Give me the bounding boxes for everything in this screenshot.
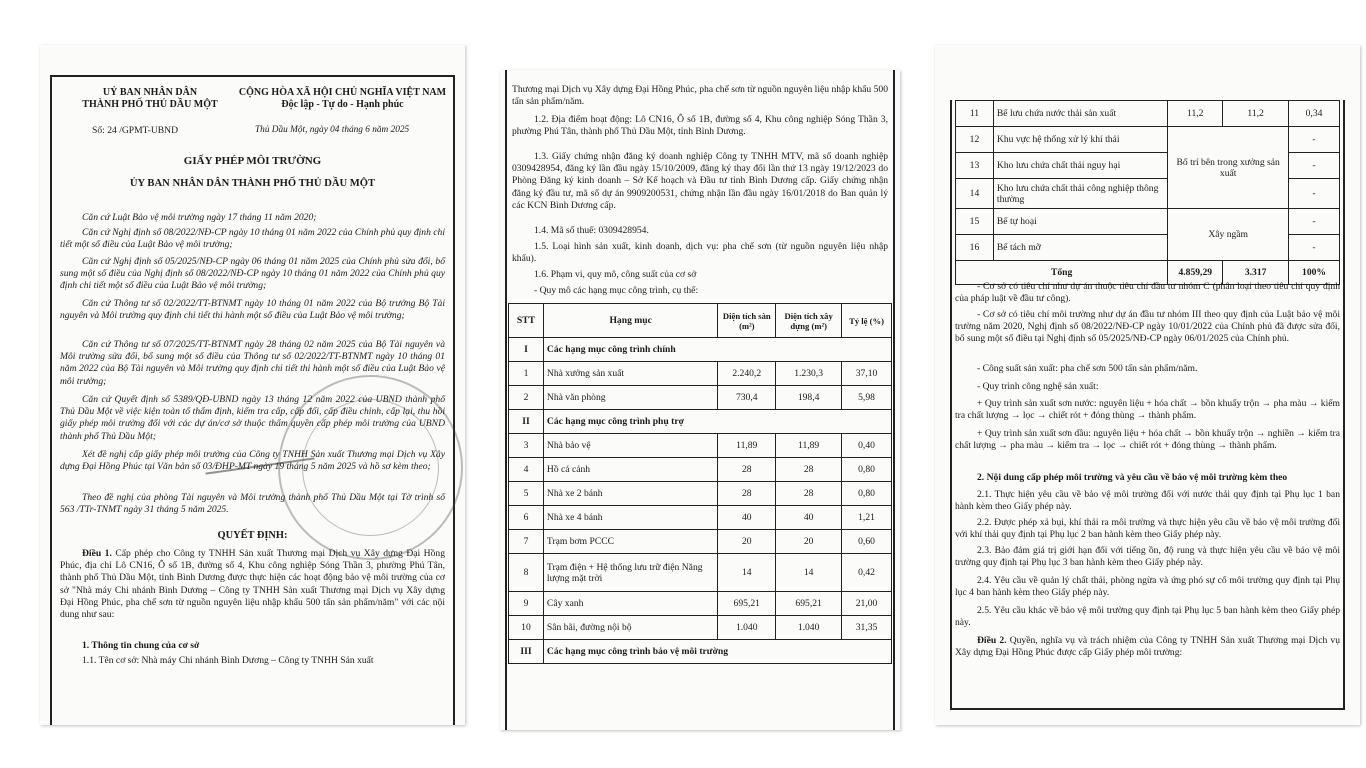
row-build-area: 20: [776, 530, 842, 554]
row-stt: 6: [509, 506, 544, 530]
row-ratio: -: [1289, 209, 1340, 235]
item-1-6: 1.6. Phạm vi, quy mô, công suất của cơ sở: [534, 269, 697, 280]
row-ratio: 37,10: [842, 362, 892, 386]
row-floor-area: 11,89: [718, 434, 776, 458]
section-title: Các hạng mục công trình chính: [543, 338, 891, 362]
section-2-heading: 2. Nội dung cấp phép môi trường và yêu cầu về bảo vệ môi trường kèm theo: [977, 472, 1288, 483]
row-ratio: 0,60: [842, 530, 892, 554]
table-row: [509, 530, 892, 554]
table-row: [956, 127, 1340, 153]
item-2-3: 2.3. Bảo đảm giá trị giới hạn đối với tiếng ồn, độ rung và thực hiện yêu cầu về bảo vệ môi trường quy định tại Phụ lục 3 ban hành kèm theo Giấy phép này.: [955, 545, 1340, 569]
row-stt: 2: [509, 386, 544, 410]
row-ratio: -: [1289, 235, 1340, 261]
row-ratio: 1,21: [842, 506, 892, 530]
row-stt: 1: [509, 362, 544, 386]
table-row: [509, 386, 892, 410]
item-1-5: 1.5. Loại hình sản xuất, kinh doanh, dịch vụ: pha chế sơn (từ nguồn nguyên liệu nhập khẩu).: [512, 241, 888, 265]
row-floor-area: 20: [718, 530, 776, 554]
legal-basis-2: Căn cứ Nghị định số 08/2022/NĐ-CP ngày 10 tháng 01 năm 2022 của Chính phủ quy định chi tiết một số điều của Luật Bảo vệ môi trường;: [60, 227, 445, 251]
republic-header: [230, 87, 455, 111]
merged-workshop-cell: Bố trí bên trong xưởng sản xuất: [1168, 127, 1289, 209]
row-item: Khu vực hệ thống xử lý khí thải: [993, 127, 1167, 153]
request-basis: Xét đề nghị cấp giấy phép môi trường của Công ty TNHH Sản xuất Thương mại Dịch vụ Xây dựng Đại Hồng Phúc tại Văn bản số 03/ĐHP-MT ngày 19 tháng 5 năm 2025 và hồ sơ kèm theo;: [60, 449, 445, 473]
row-floor-area: 28: [718, 482, 776, 506]
row-stt: 13: [956, 153, 994, 179]
row-ratio: 0,80: [842, 482, 892, 506]
group-c-paragraph: - Cơ sở có tiêu chí như dự án thuộc tiêu chí đầu tư nhóm C (phân loại theo tiêu chí quy định của pháp luật về đầu tư công).: [955, 281, 1340, 305]
section-number: III: [509, 640, 544, 664]
row-build-area: 11,2: [1223, 101, 1289, 127]
item-1-3: 1.3. Giấy chứng nhận đăng ký doanh nghiệp Công ty TNHH MTV, mã số doanh nghiệp 0309428954, đăng ký lần đầu ngày 15/10/2009, đăng ký thay đổi lần thứ 13 ngày 19/12/2023 do Phòng Đăng ký kinh doanh – Sở Kế hoạch và Đầu tư tỉnh Bình Dương cấp. Giấy chứng nhận đăng ký đầu tư, mã số dự án 9909200531, chứng nhận lần đầu ngày 16/01/2018 do Ban quản lý các KCN Bình Dương cấp.: [512, 151, 888, 211]
row-stt: 16: [956, 235, 994, 261]
issuer-title: ỦY BAN NHÂN DÂN THÀNH PHỐ THỦ DẦU MỘT: [129, 178, 376, 189]
row-stt: 3: [509, 434, 544, 458]
row-floor-area: 40: [718, 506, 776, 530]
row-build-area: 695,21: [776, 592, 842, 616]
row-ratio: 5,98: [842, 386, 892, 410]
row-item: Nhà văn phòng: [543, 386, 717, 410]
row-ratio: 31,35: [842, 616, 892, 640]
col-header-build-area: Diện tích xây dựng (m²): [776, 304, 842, 338]
row-item: Bể tách mỡ: [993, 235, 1167, 261]
table-row: [956, 101, 1340, 127]
row-stt: 7: [509, 530, 544, 554]
section-number: I: [509, 338, 544, 362]
section-number: II: [509, 410, 544, 434]
table-row: [509, 434, 892, 458]
row-ratio: -: [1289, 179, 1340, 209]
place-date: Thủ Dầu Một, ngày 04 tháng 6 năm 2025: [255, 125, 410, 135]
col-header-ratio: Tỷ lệ (%): [842, 304, 892, 338]
item-1-2: 1.2. Địa điểm hoạt động: Lô CN16, Ô số 1B, đường số 4, Khu công nghiệp Sóng Thần 3, phường Phú Tân, thành phố Thủ Dầu Một, tỉnh Bình Dương.: [512, 114, 888, 138]
row-stt: 15: [956, 209, 994, 235]
article-1-label: Điều 1.: [82, 548, 112, 559]
row-floor-area: 28: [718, 458, 776, 482]
table-row: [509, 506, 892, 530]
scale-line: - Quy mô các hạng mục công trình, cụ thể:: [534, 285, 699, 296]
section-1-heading: 1. Thông tin chung của cơ sở: [82, 640, 200, 651]
row-build-area: 11,89: [776, 434, 842, 458]
row-item: Nhà xe 2 bánh: [543, 482, 717, 506]
row-build-area: 198,4: [776, 386, 842, 410]
republic-title: CỘNG HÒA XÃ HỘI CHỦ NGHĨA VIỆT NAM: [238, 87, 447, 98]
item-2-4: 2.4. Yêu cầu về quản lý chất thải, phòng ngừa và ứng phó sự cố môi trường quy định tại Phụ lục 4 ban hành kèm theo Giấy phép này.: [955, 575, 1340, 599]
row-item: Nhà xe 4 bánh: [543, 506, 717, 530]
group-iii-paragraph: - Cơ sở có tiêu chí môi trường như dự án đầu tư nhóm III theo quy định của Luật bảo vệ môi trường năm 2020, Nghị định số 08/2022/NĐ-CP ngày 10/01/2022 của Chính phủ đã được sửa đổi, bổ sung một số điều tại Nghị định số 05/2025/NĐ-CP ngày 06/01/2025 của Chính phủ.: [955, 309, 1340, 345]
table-row: [509, 458, 892, 482]
row-stt: 11: [956, 101, 994, 127]
decision-heading: QUYẾT ĐỊNH:: [217, 530, 288, 541]
table-section-row: [509, 640, 892, 664]
section-title: Các hạng mục công trình phụ trợ: [543, 410, 891, 434]
item-2-5: 2.5. Yêu cầu khác về bảo vệ môi trường quy định tại Phụ lục 5 ban hành kèm theo Giấy phép này.: [955, 605, 1340, 629]
table-row: [509, 554, 892, 592]
agency-line-2: THÀNH PHỐ THỦ DẦU MỘT: [82, 99, 218, 110]
process-oil-paint: + Quy trình sản xuất sơn dầu: nguyên liệu + hóa chất → bồn khuấy trộn → nghiền → kiểm tra chất lượng → pha màu → kiểm tra → lọc → chiết rót + đóng thùng → thành phẩm.: [955, 428, 1340, 452]
item-2-1: 2.1. Thực hiện yêu cầu về bảo vệ môi trường đối với nước thải quy định tại Phụ lục 1 ban hành kèm theo Giấy phép này.: [955, 489, 1340, 513]
row-floor-area: 11,2: [1168, 101, 1223, 127]
row-item: Trạm điện + Hệ thống lưu trữ điện Năng lượng mặt trời: [543, 554, 717, 592]
article-1-text: Cấp phép cho Công ty TNHH Sản xuất Thương mại Dịch vụ Xây dựng Đại Hồng Phúc, địa chỉ Lô CN16, Ô số 1B, đường số 4, Khu công nghiệp Sóng Thần 3, phường Phú Tân, thành phố Thủ Dầu Một, tỉnh Bình Dương được thực hiện các hoạt động bảo vệ môi trường của cơ sở "Nhà máy Chi nhánh Bình Dương – Công ty TNHH Sản xuất Thương mại Dịch vụ Xây dựng Đại Hồng Phúc, pha chế sơn từ nguồn nguyên liệu nhập khẩu 500 tấn sản phẩm/năm" với các nội dung như sau:: [60, 548, 445, 620]
document-page-2: [500, 70, 900, 730]
row-ratio: -: [1289, 153, 1340, 179]
row-ratio: 21,00: [842, 592, 892, 616]
legal-basis-5: Căn cứ Thông tư số 07/2025/TT-BTNMT ngày 28 tháng 02 năm 2025 của Bộ Tài nguyên và Môi trường sửa đổi, bổ sung một số điều của Thông tư số 02/2022/TT-BTNMT ngày 10 tháng 01 năm 2022 của Bộ Tài nguyên và Môi trường quy định chi tiết thi hành một số điều của Luật Bảo vệ môi trường;: [60, 339, 445, 387]
article-2: [955, 635, 1340, 659]
item-1-1-continued: Thương mại Dịch vụ Xây dựng Đại Hồng Phúc, pha chế sơn từ nguồn nguyên liệu nhập khẩu 500 tấn sản phẩm/năm.: [512, 84, 888, 108]
row-item: Sân bãi, đường nội bộ: [543, 616, 717, 640]
row-ratio: -: [1289, 127, 1340, 153]
row-floor-area: 730,4: [718, 386, 776, 410]
row-item: Bể lưu chứa nước thải sản xuất: [993, 101, 1167, 127]
works-table-continued: [955, 100, 1340, 285]
row-item: Cây xanh: [543, 592, 717, 616]
table-header-row: [509, 304, 892, 338]
table-row: [509, 482, 892, 506]
article-2-text: Quyền, nghĩa vụ và trách nhiệm của Công ty TNHH Sản xuất Thương mại Dịch vụ Xây dựng Đại Hồng Phúc được cấp Giấy phép môi trường:: [955, 635, 1341, 659]
section-title: Các hạng mục công trình bảo vệ môi trường: [543, 640, 891, 664]
row-ratio: 0,40: [842, 434, 892, 458]
document-title: GIẤY PHÉP MÔI TRƯỜNG: [183, 155, 322, 167]
item-1-1: 1.1. Tên cơ sở: Nhà máy Chi nhánh Bình Dương – Công ty TNHH Sản xuất: [82, 655, 374, 666]
document-number: Số: 24 /GPMT-UBND: [92, 125, 179, 136]
article-1: [60, 548, 445, 621]
row-stt: 5: [509, 482, 544, 506]
row-stt: 8: [509, 554, 544, 592]
row-build-area: 28: [776, 482, 842, 506]
row-build-area: 1.040: [776, 616, 842, 640]
legal-basis-1: Căn cứ Luật Bảo vệ môi trường ngày 17 tháng 11 năm 2020;: [82, 212, 317, 223]
col-header-floor-area: Diện tích sàn (m²): [718, 304, 776, 338]
process-water-paint: + Quy trình sản xuất sơn nước: nguyên liệu + hóa chất → bồn khuấy trộn → pha màu → kiểm tra chất lượng → lọc → chiết rót + đóng thùng → thành phẩm.: [955, 398, 1340, 422]
legal-basis-3: Căn cứ Nghị định số 05/2025/NĐ-CP ngày 06 tháng 01 năm 2025 của Chính phủ sửa đổi, bổ sung một số điều của Nghị định số 08/2022/NĐ-CP ngày 10 tháng 01 năm 2022 của Chính phủ quy định chi tiết một số điều của Luật Bảo vệ môi trường;: [60, 256, 445, 292]
row-item: Bể tự hoại: [993, 209, 1167, 235]
row-floor-area: 695,21: [718, 592, 776, 616]
row-ratio: 0,42: [842, 554, 892, 592]
legal-basis-6: Căn cứ Quyết định số 5389/QĐ-UBND ngày 13 tháng 12 năm 2022 của UBND thành phố Thủ Dầu Một về việc kiện toàn tổ thẩm định, kiểm tra cấp, cấp đổi, cấp điều chỉnh, cấp lại, thu hồi giấy phép môi trường đối với các dự án/cơ sở thuộc thẩm quyền cấp phép môi trường của UBND thành phố Thủ Dầu Một;: [60, 394, 445, 442]
row-stt: 12: [956, 127, 994, 153]
row-item: Nhà xưởng sản xuất: [543, 362, 717, 386]
item-2-2: 2.2. Được phép xả bụi, khí thải ra môi trường và thực hiện yêu cầu về bảo vệ môi trường đối với khí thải quy định tại Phụ lục 2 ban hành kèm theo Giấy phép này.: [955, 517, 1340, 541]
row-item: Kho lưu chứa chất thải nguy hại: [993, 153, 1167, 179]
row-build-area: 40: [776, 506, 842, 530]
row-floor-area: 14: [718, 554, 776, 592]
row-stt: 10: [509, 616, 544, 640]
table-row: [509, 362, 892, 386]
document-page-3: [935, 45, 1360, 725]
proposal-basis: Theo đề nghị của phòng Tài nguyên và Môi trường thành phố Thủ Dầu Một tại Tờ trình số 563 /TTr-TNMT ngày 31 tháng 5 năm 2025.: [60, 492, 445, 516]
article-2-label: Điều 2.: [977, 635, 1007, 646]
row-item: Kho lưu chứa chất thải công nghiệp thông thường: [993, 179, 1167, 209]
row-ratio: 0,34: [1289, 101, 1340, 127]
total-floor-area: 4.859,29: [1168, 261, 1223, 285]
row-ratio: 0,80: [842, 458, 892, 482]
total-build-area: 3.317: [1223, 261, 1289, 285]
table-row: [509, 592, 892, 616]
col-header-item: Hạng mục: [543, 304, 717, 338]
table-row: [509, 616, 892, 640]
document-page-1: [40, 45, 465, 725]
item-1-4: 1.4. Mã số thuế: 0309428954.: [534, 225, 649, 236]
row-stt: 9: [509, 592, 544, 616]
total-label: Tổng: [956, 261, 1168, 285]
works-table-body: [508, 337, 892, 664]
row-stt: 4: [509, 458, 544, 482]
row-build-area: 28: [776, 458, 842, 482]
table-row: [956, 209, 1340, 235]
table-section-row: [509, 338, 892, 362]
capacity-line: - Công suất sản xuất: pha chế sơn 500 tấn sản phẩm/năm.: [977, 363, 1198, 374]
row-floor-area: 1.040: [718, 616, 776, 640]
works-table-part-1: [508, 303, 892, 338]
agency-line-1: UỶ BAN NHÂN DÂN: [102, 87, 198, 98]
row-build-area: 14: [776, 554, 842, 592]
row-floor-area: 2.240,2: [718, 362, 776, 386]
legal-basis-4: Căn cứ Thông tư số 02/2022/TT-BTNMT ngày 10 tháng 01 năm 2022 của Bộ trưởng Bộ Tài nguyên và Môi trường quy định chi tiết thi hành một số điều của Luật Bảo vệ môi trường;: [60, 298, 445, 322]
row-item: Hồ cá cảnh: [543, 458, 717, 482]
process-heading: - Quy trình công nghệ sản xuất:: [977, 381, 1099, 392]
row-stt: 14: [956, 179, 994, 209]
row-build-area: 1.230,3: [776, 362, 842, 386]
row-item: Trạm bơm PCCC: [543, 530, 717, 554]
motto: Độc lập - Tự do - Hạnh phúc: [281, 99, 404, 110]
merged-underground-cell: Xây ngầm: [1168, 209, 1289, 261]
table-section-row: [509, 410, 892, 434]
col-header-stt: STT: [509, 304, 544, 338]
total-ratio: 100%: [1289, 261, 1340, 285]
row-item: Nhà bảo vệ: [543, 434, 717, 458]
agency-header: [70, 87, 230, 111]
